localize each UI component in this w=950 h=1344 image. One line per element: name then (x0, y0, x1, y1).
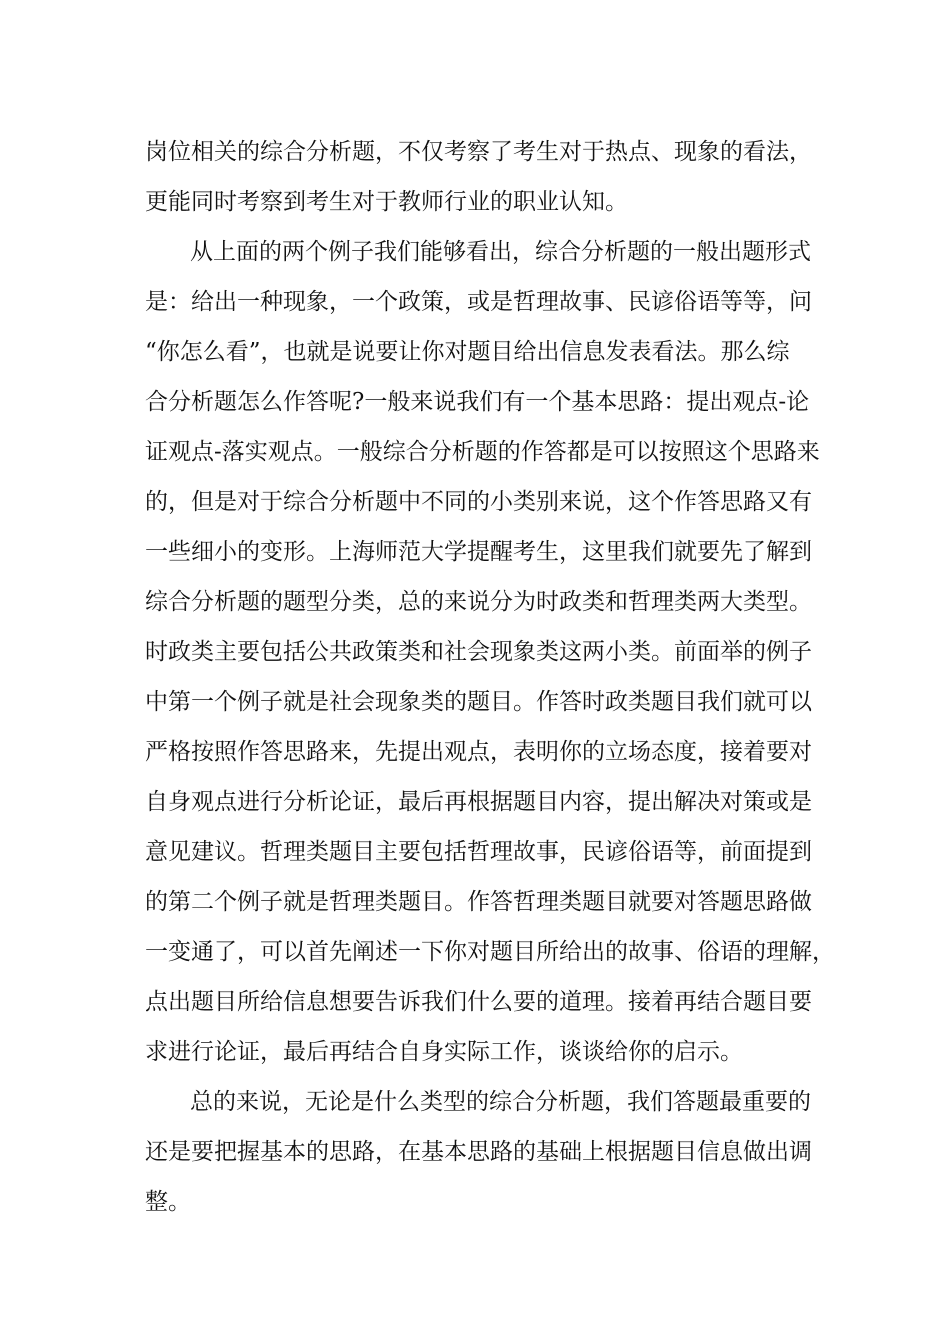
text-line: 时政类主要包括公共政策类和社会现象类这两小类。前面举的例子 (145, 639, 812, 665)
text-line: 的，但是对于综合分析题中不同的小类别来说，这个作答思路又有 (145, 489, 812, 515)
text-line: 证观点-落实观点。一般综合分析题的作答都是可以按照这个思路来 (145, 439, 820, 465)
text-line: 整。 (145, 1189, 191, 1215)
text-line: 点出题目所给信息想要告诉我们什么要的道理。接着再结合题目要 (145, 989, 812, 1015)
text-line: 中第一个例子就是社会现象类的题目。作答时政类题目我们就可以 (145, 689, 812, 715)
text-line: 的第二个例子就是哲理类题目。作答哲理类题目就要对答题思路做 (145, 889, 812, 915)
paragraph-start-line: 总的来说，无论是什么类型的综合分析题，我们答题最重要的 (190, 1089, 811, 1115)
text-line: 还是要把握基本的思路，在基本思路的基础上根据题目信息做出调 (145, 1139, 812, 1165)
text-line: 意见建议。哲理类题目主要包括哲理故事，民谚俗语等，前面提到 (145, 839, 812, 865)
text-line: 岗位相关的综合分析题，不仅考察了考生对于热点、现象的看法， (145, 139, 812, 165)
text-line: 求进行论证，最后再结合自身实际工作，谈谈给你的启示。 (145, 1039, 743, 1065)
text-line: 一变通了，可以首先阐述一下你对题目所给出的故事、俗语的理解， (145, 939, 835, 965)
text-line: 自身观点进行分析论证，最后再根据题目内容，提出解决对策或是 (145, 789, 812, 815)
text-line: “你怎么看”，也就是说要让你对题目给出信息发表看法。那么综 (145, 339, 790, 365)
paragraph-start-line: 从上面的两个例子我们能够看出，综合分析题的一般出题形式 (190, 239, 811, 265)
text-line: 严格按照作答思路来，先提出观点，表明你的立场态度，接着要对 (145, 739, 812, 765)
text-line: 综合分析题的题型分类，总的来说分为时政类和哲理类两大类型。 (145, 589, 812, 615)
text-line: 一些细小的变形。上海师范大学提醒考生，这里我们就要先了解到 (145, 539, 812, 565)
text-line: 是：给出一种现象，一个政策，或是哲理故事、民谚俗语等等，问 (145, 289, 812, 315)
text-line: 更能同时考察到考生对于教师行业的职业认知。 (145, 189, 628, 215)
text-line: 合分析题怎么作答呢?一般来说我们有一个基本思路：提出观点-论 (145, 389, 810, 415)
